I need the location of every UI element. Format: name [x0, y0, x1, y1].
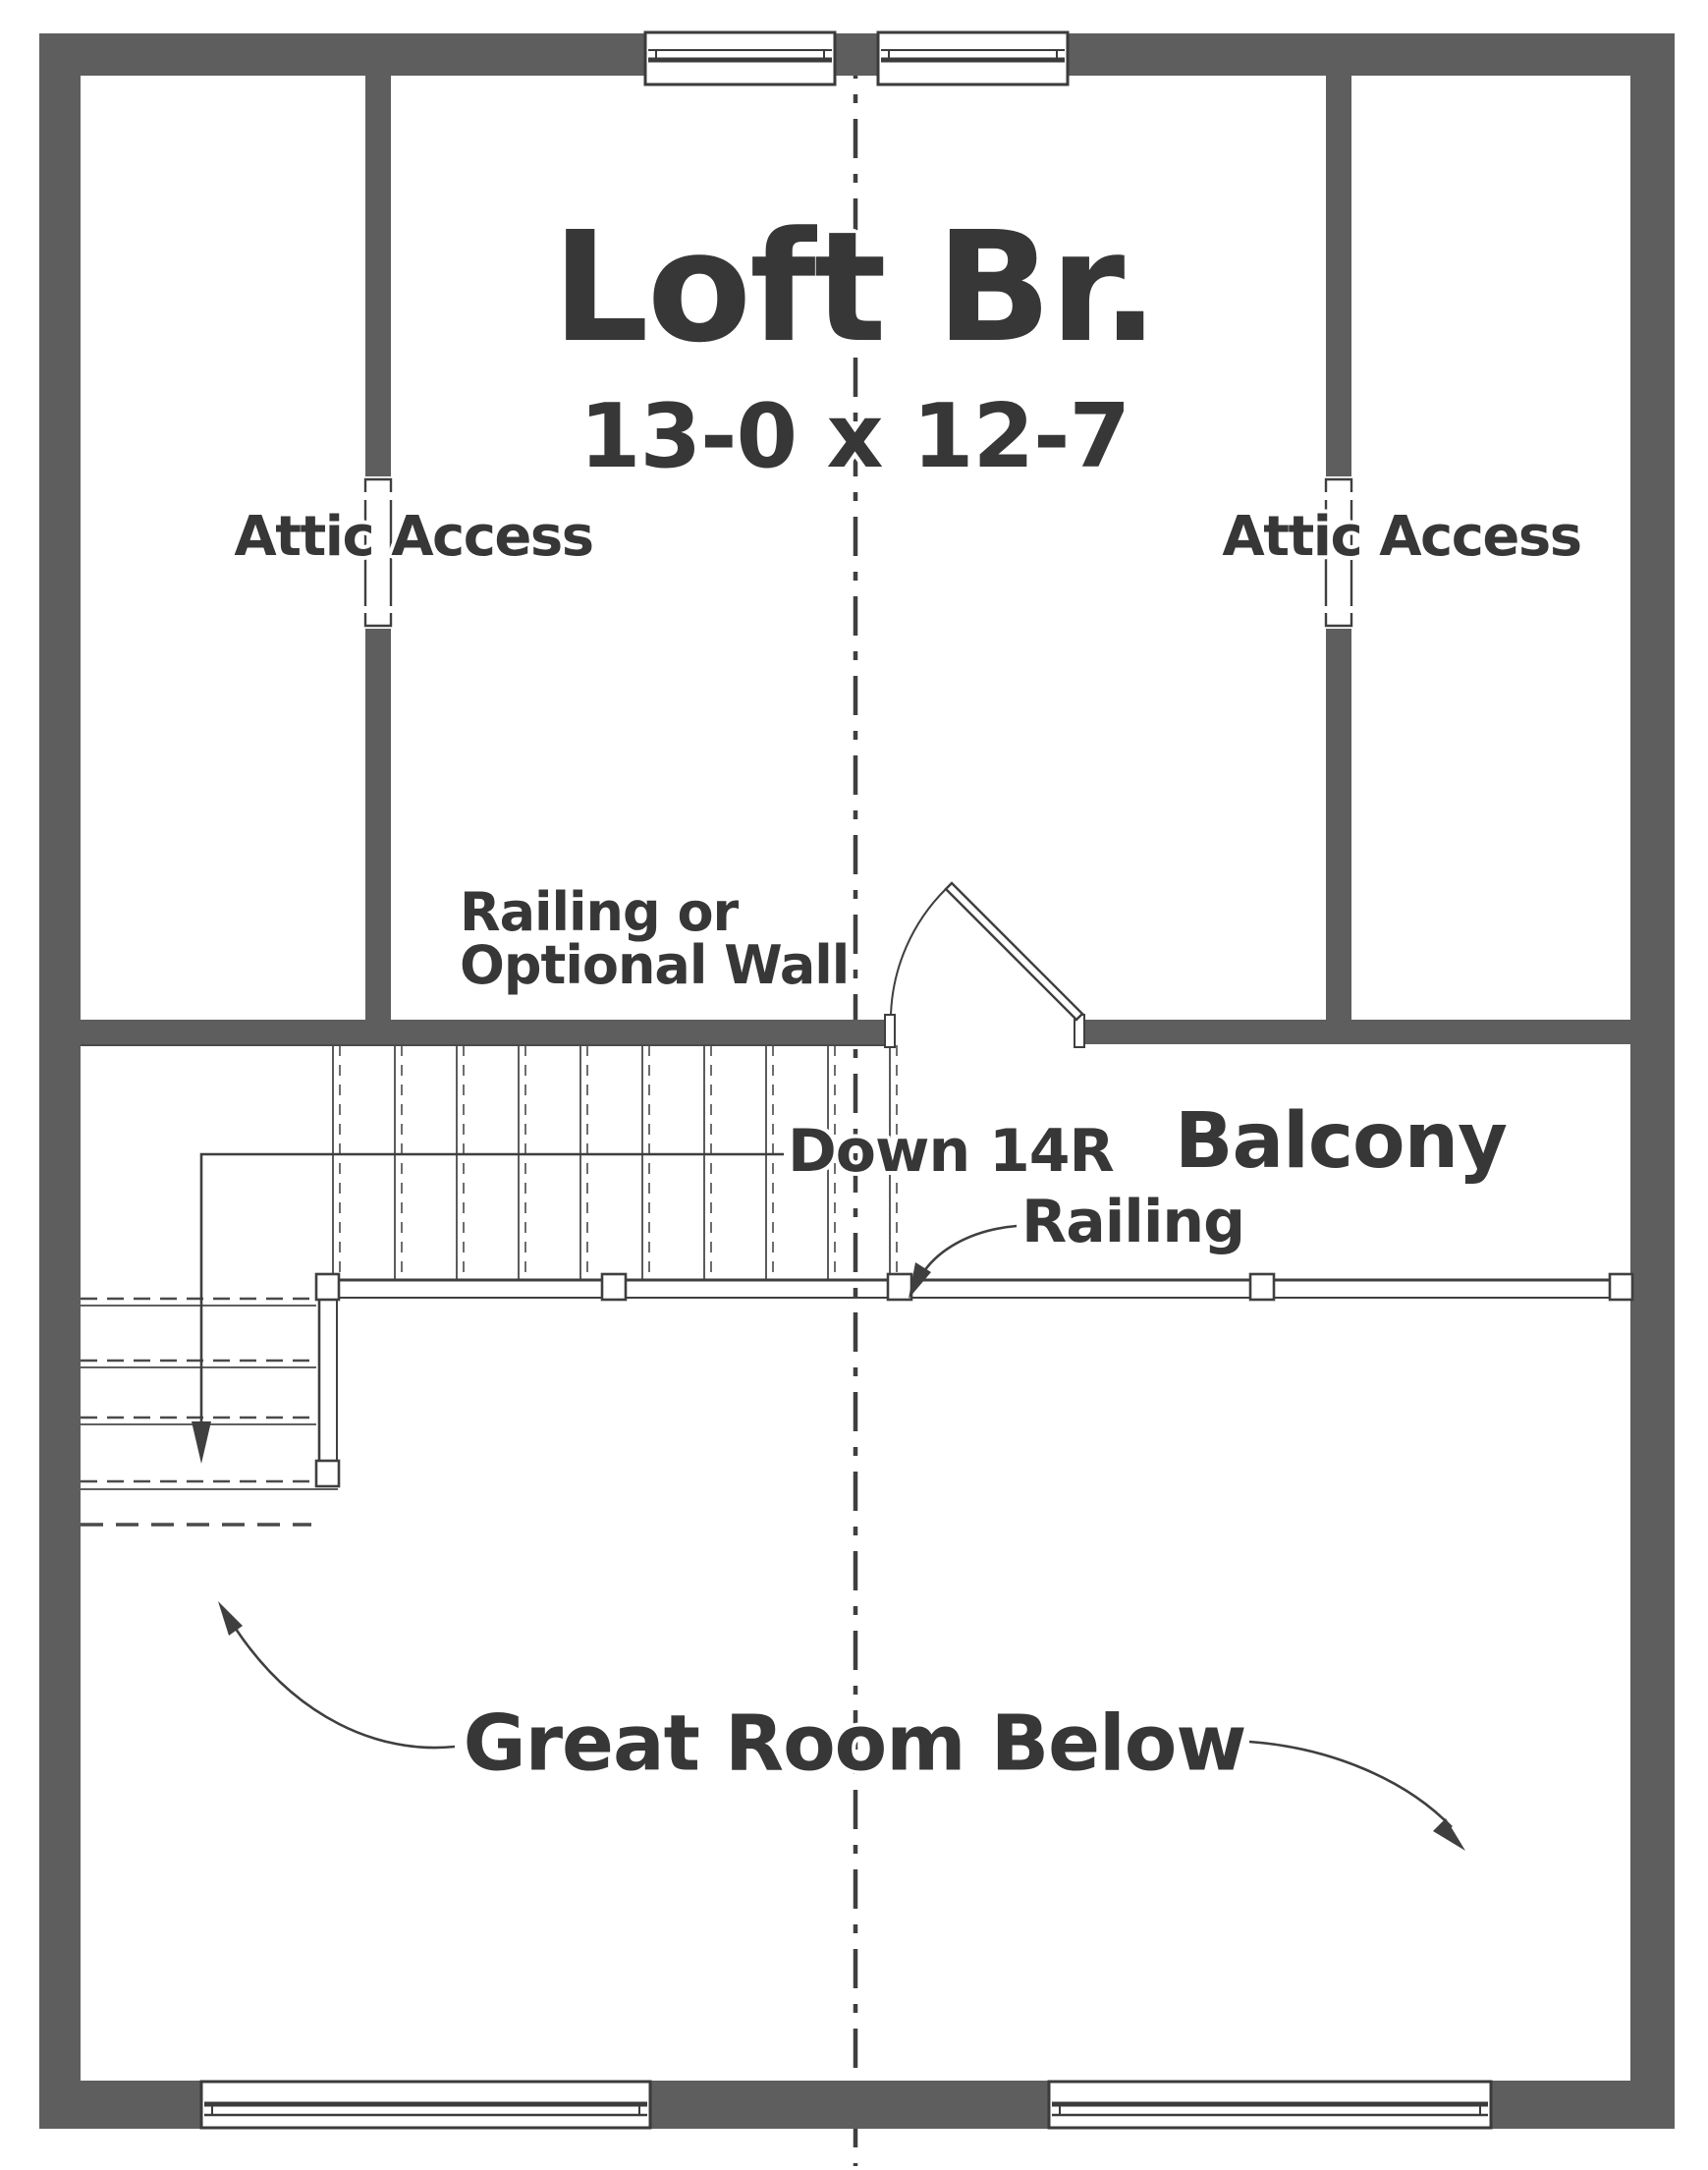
room-title: Loft Br.: [551, 198, 1158, 376]
railing-label: Railing: [1021, 1188, 1245, 1256]
optional-wall-left-segment: [81, 1020, 887, 1044]
attic-access-label-left: Attic Access: [234, 504, 593, 569]
door-swing-arc: [891, 889, 946, 1015]
railing-post: [1610, 1274, 1632, 1300]
railing-annotation-arrow: [909, 1226, 1017, 1299]
railing-post: [602, 1274, 626, 1300]
window-bottom-left: [201, 2082, 650, 2128]
window-bottom-right: [1049, 2082, 1491, 2128]
great-room-below-label: Great Room Below: [463, 1699, 1246, 1789]
railing-post: [316, 1461, 339, 1486]
railing-optional-wall-label-line2: Optional Wall: [460, 934, 850, 996]
wall-left: [39, 33, 81, 2129]
door-leaf: [946, 883, 1082, 1020]
great-room-arrow-right: [1249, 1742, 1465, 1851]
railing-post: [316, 1274, 339, 1300]
window-top-right: [878, 32, 1068, 84]
room-dimensions: 13-0 x 12-7: [579, 385, 1130, 488]
attic-access-label-right: Attic Access: [1222, 504, 1581, 569]
railing-optional-wall-label-line1: Railing or: [460, 881, 739, 943]
door-jamb-left: [885, 1015, 895, 1047]
down-riser-label: Down 14R: [788, 1117, 1114, 1186]
railing-post: [1250, 1274, 1274, 1300]
down-arrow-icon: [192, 1421, 211, 1464]
stairs-lower-flight-hidden: [81, 1299, 338, 1525]
great-room-arrow-left: [218, 1601, 455, 1748]
optional-wall-right-segment: [1083, 1020, 1630, 1044]
window-top-left: [645, 32, 835, 84]
balcony-label: Balcony: [1175, 1097, 1508, 1186]
balcony-railing: [316, 1274, 1632, 1486]
wall-right: [1630, 33, 1675, 2129]
wall-top: [39, 33, 1675, 76]
arrowhead-icon: [218, 1601, 243, 1636]
loft-door: [885, 883, 1084, 1047]
railing-post: [888, 1274, 911, 1300]
stairs-upper-flight: [81, 1045, 897, 1280]
